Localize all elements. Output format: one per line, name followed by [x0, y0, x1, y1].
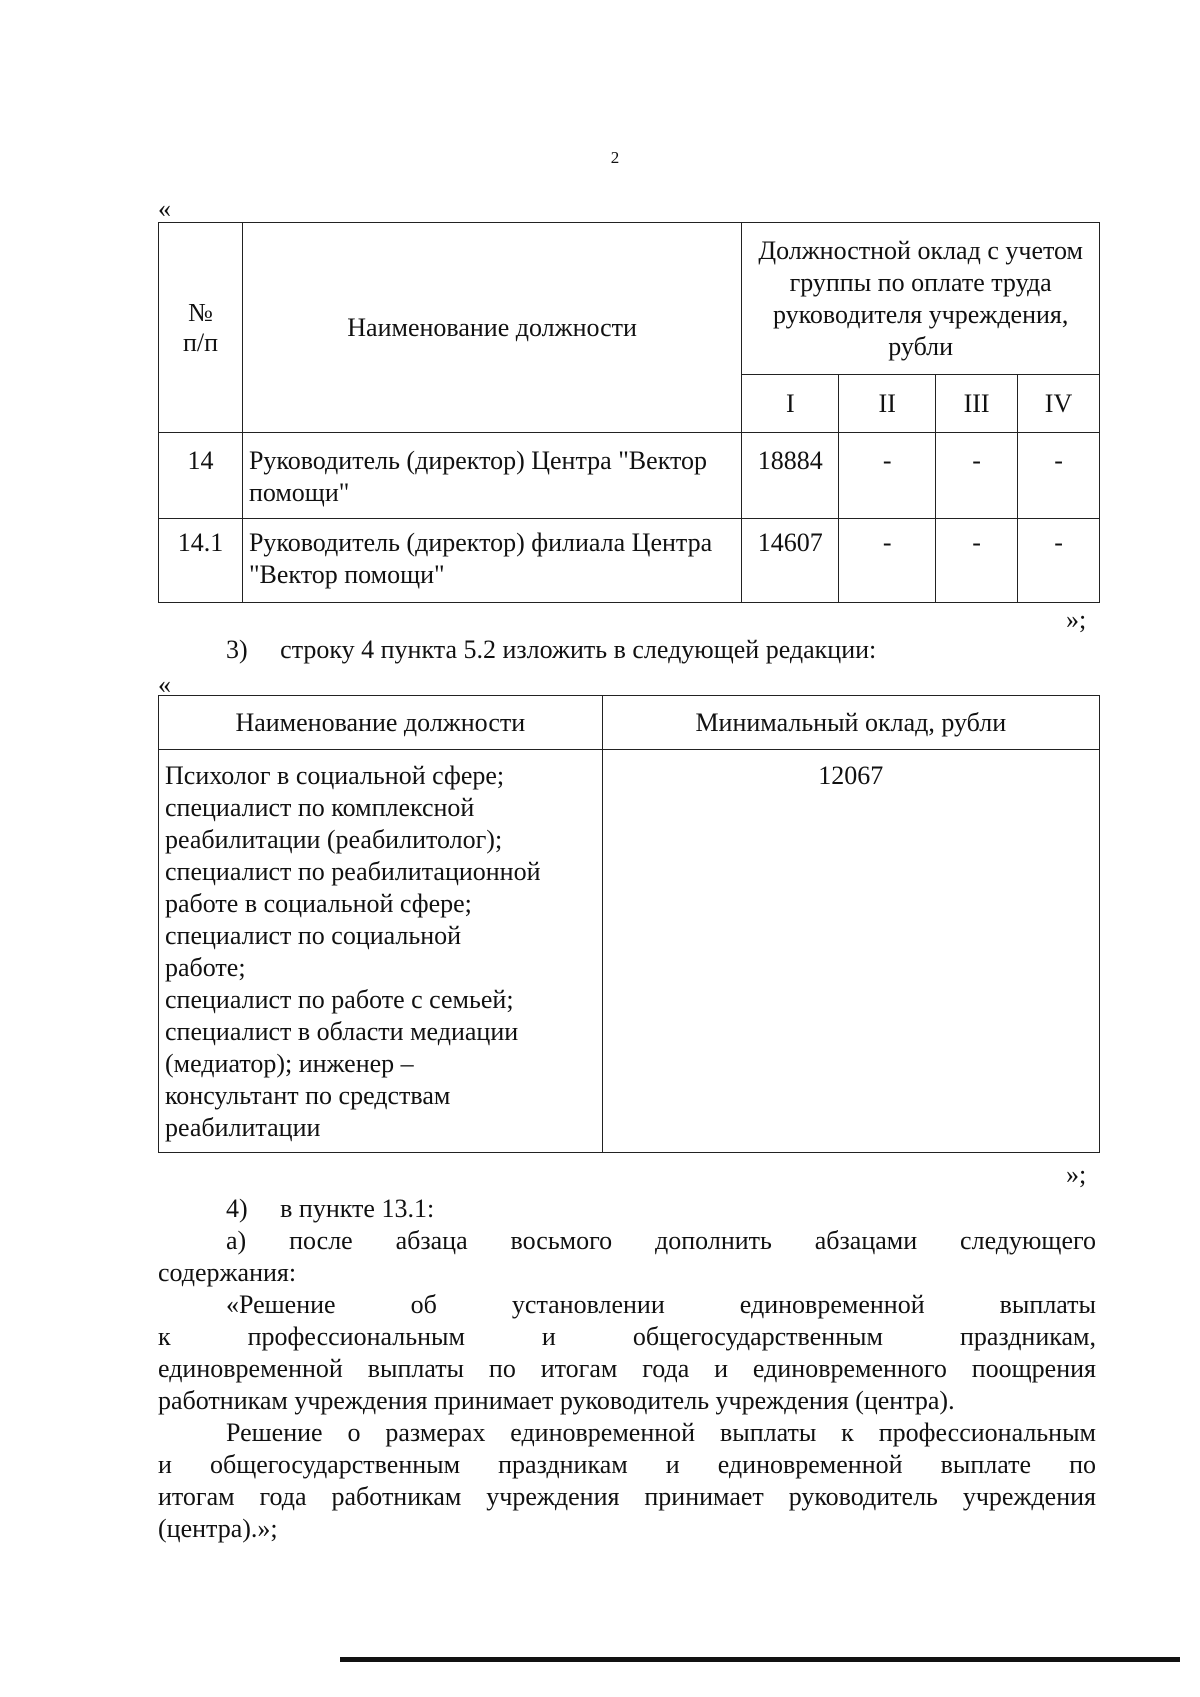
item-4: 4) в пункте 13.1: — [226, 1194, 435, 1223]
row-value-ii: - — [839, 433, 936, 519]
position-line: (медиатор); инженер – — [165, 1049, 414, 1078]
row-value-iii: - — [936, 433, 1018, 519]
position-line: специалист по работе с семьей; — [165, 985, 514, 1014]
header-num: № п/п — [159, 223, 243, 433]
scan-bottom-edge-line — [340, 1657, 1180, 1662]
position-line: специалист по социальной — [165, 921, 462, 950]
row-num: 14.1 — [159, 519, 243, 603]
row-position: Руководитель (директор) Центра "Вектор помощи" — [242, 433, 741, 519]
row-value-i: 18884 — [742, 433, 839, 519]
row-value-ii: - — [839, 519, 936, 603]
group-iv: IV — [1018, 375, 1100, 433]
position-line: специалист по комплексной — [165, 793, 475, 822]
position-line: Психолог в социальной сфере; — [165, 761, 505, 790]
position-line: работе; — [165, 953, 246, 982]
close-quote-table2: »; — [1066, 1160, 1087, 1189]
paragraph-a: а) после абзаца восьмого дополнить абзацами следующего содержания: — [158, 1226, 1096, 1287]
position-line: специалист в области медиации — [165, 1017, 519, 1046]
page-number: 2 — [610, 148, 620, 167]
position-line: реабилитации — [165, 1113, 321, 1142]
group-iii: III — [936, 375, 1018, 433]
open-quote-2: « — [158, 670, 171, 699]
row-num: 14 — [159, 433, 243, 519]
item-3: 3) строку 4 пункта 5.2 изложить в следующей редакции: — [226, 635, 877, 664]
row-value-iv: - — [1018, 519, 1100, 603]
table-row — [159, 519, 1100, 603]
position-line: реабилитации (реабилитолог); — [165, 825, 503, 854]
table-row — [159, 433, 1100, 519]
paragraph-decision-1: «Решение об установлении единовременной выплаты к профессиональным и общегосударственным праздникам, единовременной выплаты по итогам года и единовременного поощрения работникам учреждения принимает руководитель учреждения (центра). — [158, 1290, 1096, 1415]
row-value-iv: - — [1018, 433, 1100, 519]
close-quote-table1: »; — [1066, 605, 1087, 634]
table-row — [159, 750, 1100, 1153]
row-value-i: 14607 — [742, 519, 839, 603]
min-salary-value: 12067 — [602, 750, 1099, 1153]
position-line: специалист по реабилитационной — [165, 857, 541, 886]
header-position-name: Наименование должности — [159, 696, 603, 750]
group-ii: II — [839, 375, 936, 433]
header-min-salary: Минимальный оклад, рубли — [602, 696, 1099, 750]
row-value-iii: - — [936, 519, 1018, 603]
salary-table-specialists — [158, 695, 1100, 1153]
header-salary: Должностной оклад с учетом группы по оплате труда руководителя учреждения, рубли — [742, 223, 1100, 375]
position-line: работе в социальной сфере; — [165, 889, 472, 918]
group-i: I — [742, 375, 839, 433]
open-quote: « — [158, 194, 171, 223]
row-position: Руководитель (директор) филиала Центра "Вектор помощи" — [242, 519, 741, 603]
salary-table-directors — [158, 222, 1100, 603]
paragraph-decision-2: Решение о размерах единовременной выплаты к профессиональным и общегосударственным праздникам и единовременной выплате по итогам года работникам учреждения принимает руководитель учреждения (центра).»; — [158, 1418, 1096, 1543]
header-position-name: Наименование должности — [242, 223, 741, 433]
position-line: консультант по средствам — [165, 1081, 451, 1110]
positions-list — [159, 750, 603, 1153]
